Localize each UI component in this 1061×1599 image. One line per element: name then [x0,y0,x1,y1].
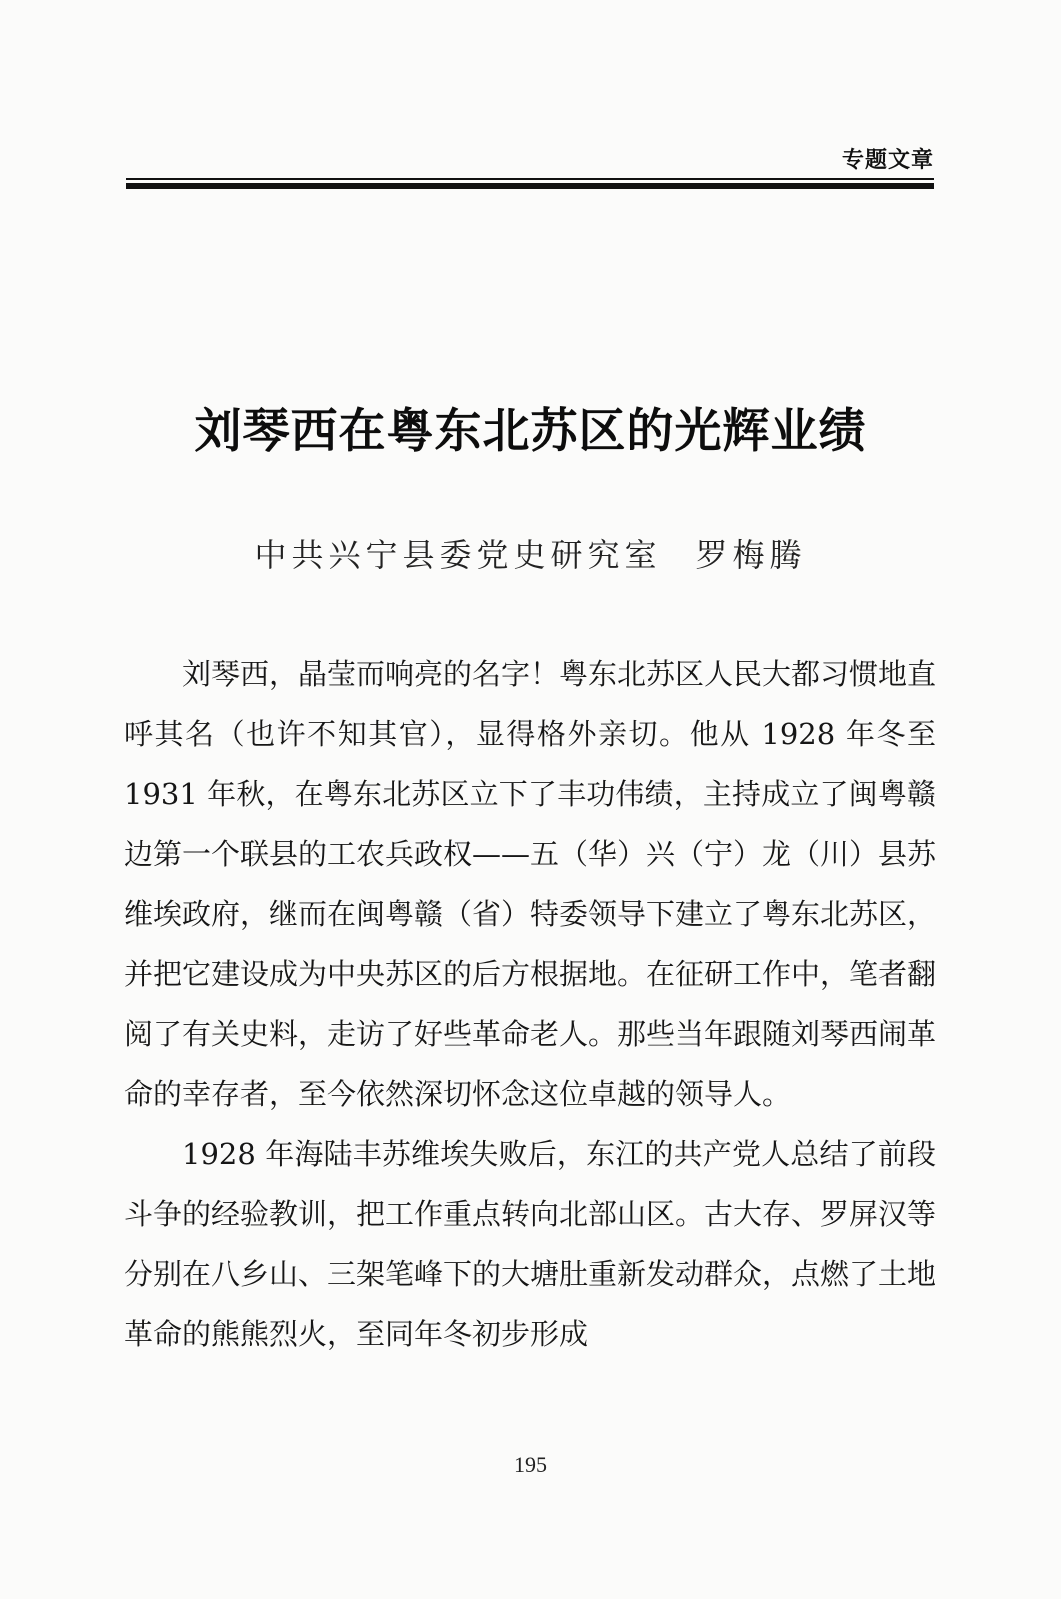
byline [0,530,1061,576]
header-rule-thin [126,178,934,180]
section-label: 专题文章 [841,148,934,173]
header-rule-thick [126,183,934,189]
article-title: 刘琴西在粤东北苏区的光辉业绩 [194,404,867,459]
page-number: 195 [514,1452,547,1477]
paragraph: 1928 年海陆丰苏维埃失败后，东江的共产党人总结了前段斗争的经验教训，把工作重点转向北部山区。古大存、罗屏汉等分别在八乡山、三架笔峰下的大塘肚重新发动群众，点燃了土地革命的熊熊烈火，至同年冬初步形成 [124,1137,937,1351]
byline-organization: 中共兴宁县委党史研究室 [254,536,662,574]
body-text [124,644,936,1364]
paragraph: 刘琴西，晶莹而响亮的名字！粤东北苏区人民大都习惯地直呼其名（也许不知其官），显得格外亲切。他从 1928 年冬至 1931 年秋，在粤东北苏区立下了丰功伟绩，主持成立了闽粤赣边第一个联县的工农兵政权——五（华）兴（宁）龙（川）县苏维埃政府，继而在闽粤赣（省）特委领导下建立了粤东北苏区，并把它建设成为中央苏区的后方根据地。在征研工作中，笔者翻阅了有关史料，走访了好些革命老人。那些当年跟随刘琴西闹革命的幸存者，至今依然深切怀念这位卓越的领导人。 [124,657,937,1111]
byline-author: 罗梅腾 [695,536,807,574]
